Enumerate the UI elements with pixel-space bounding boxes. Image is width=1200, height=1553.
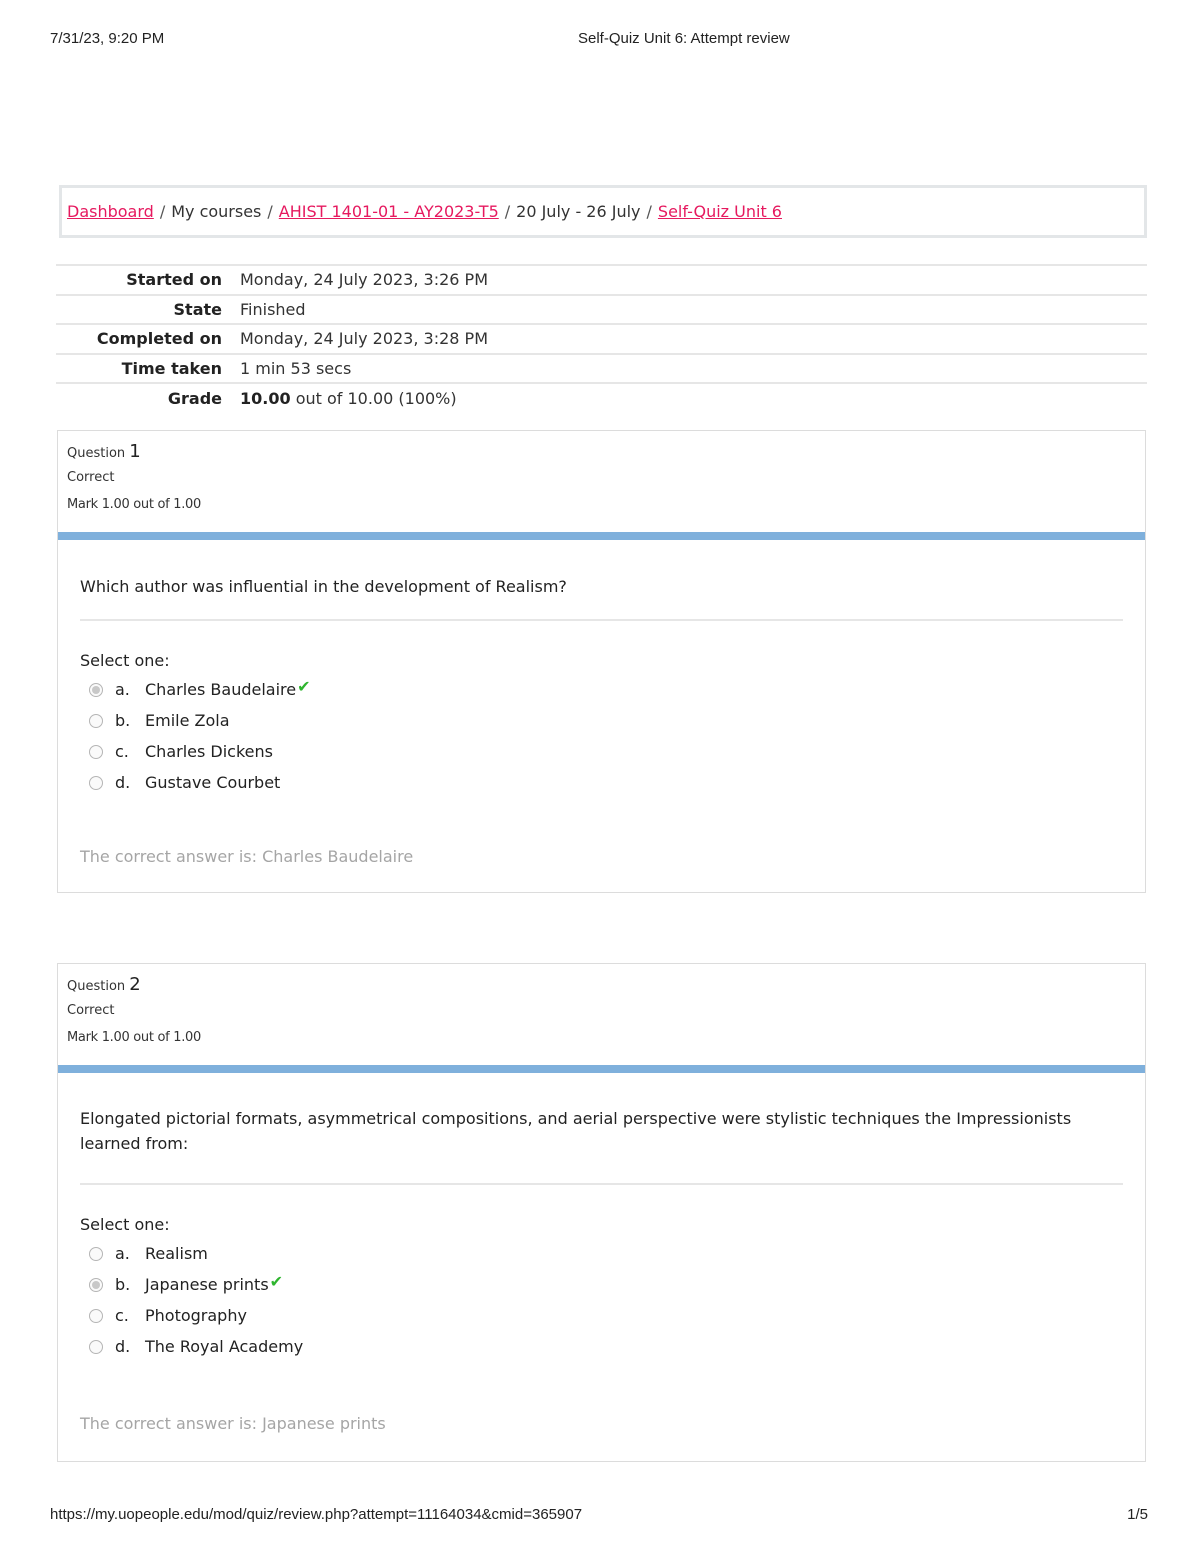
summary-value: Monday, 24 July 2023, 3:26 PM (240, 270, 488, 290)
print-header-title: Self-Quiz Unit 6: Attempt review (578, 30, 790, 47)
print-header-datetime: 7/31/23, 9:20 PM (50, 30, 165, 47)
breadcrumb-separator: / (159, 202, 166, 221)
option-text: Japanese prints (145, 1275, 269, 1294)
option-letter: b. (115, 1275, 131, 1294)
option-text: Gustave Courbet (145, 773, 281, 792)
grade-score: 10.00 (240, 388, 291, 408)
radio-button[interactable] (89, 1247, 103, 1261)
option-letter: c. (115, 742, 129, 761)
question-1 (57, 430, 1146, 893)
question-number (67, 974, 1136, 995)
answer-option[interactable] (80, 705, 1123, 736)
radio-button[interactable] (89, 745, 103, 759)
breadcrumb-separator: / (504, 202, 511, 221)
answer-option[interactable] (80, 1300, 1123, 1331)
breadcrumb-course-link[interactable]: AHIST 1401-01 - AY2023-T5 (278, 202, 499, 221)
question-divider-bar (58, 1065, 1145, 1073)
summary-value: Finished (240, 299, 306, 319)
question-word: Question (67, 446, 126, 461)
option-text: Emile Zola (145, 711, 230, 730)
option-letter: d. (115, 773, 131, 792)
question-info (58, 431, 1145, 532)
radio-button[interactable] (89, 1309, 103, 1323)
summary-value (222, 389, 457, 408)
answer-option[interactable] (80, 1269, 1123, 1300)
option-letter: c. (115, 1306, 129, 1325)
correct-check-icon: ✔ (269, 1272, 284, 1291)
breadcrumb-quiz-link[interactable]: Self-Quiz Unit 6 (657, 202, 782, 221)
breadcrumb-dashboard-link[interactable]: Dashboard (67, 202, 154, 221)
option-letter: b. (115, 711, 131, 730)
option-text: Realism (145, 1244, 208, 1263)
question-info (58, 964, 1145, 1065)
question-state: Correct (67, 1003, 115, 1018)
breadcrumb (59, 185, 1147, 238)
answer-option[interactable] (80, 674, 1123, 705)
answer-option[interactable] (80, 1238, 1123, 1269)
summary-label: State (173, 299, 222, 319)
grade-rest: out of 10.00 (100%) (295, 388, 457, 408)
question-2 (57, 963, 1146, 1462)
question-content (58, 540, 1145, 798)
radio-button[interactable] (89, 714, 103, 728)
option-letter: a. (115, 1244, 130, 1263)
summary-label: Grade (167, 388, 222, 408)
correct-answer-feedback: The correct answer is: Japanese prints (80, 1414, 386, 1433)
print-footer-url: https://my.uopeople.edu/mod/quiz/review.php?attempt=11164034&cmid=365907 (50, 1506, 583, 1523)
summary-row-time-taken (56, 353, 1147, 383)
answer-options (80, 1238, 1123, 1362)
question-word: Question (67, 979, 126, 994)
summary-row-completed (56, 323, 1147, 353)
summary-row-started (56, 264, 1147, 294)
attempt-summary-table (56, 264, 1147, 412)
option-text: The Royal Academy (145, 1337, 304, 1356)
summary-label: Completed on (96, 329, 222, 349)
summary-row-state (56, 294, 1147, 324)
summary-value: Monday, 24 July 2023, 3:28 PM (240, 329, 488, 349)
option-letter: d. (115, 1337, 131, 1356)
question-text: Which author was influential in the development of Realism? (80, 540, 1123, 621)
option-letter: a. (115, 680, 130, 699)
radio-button-selected[interactable] (89, 1278, 103, 1292)
radio-button[interactable] (89, 776, 103, 790)
summary-label: Started on (126, 270, 222, 290)
question-mark: Mark 1.00 out of 1.00 (67, 1030, 201, 1045)
option-text: Charles Baudelaire (145, 680, 297, 699)
select-one-prompt: Select one: (80, 1215, 170, 1234)
summary-label: Time taken (121, 359, 222, 379)
correct-answer-feedback: The correct answer is: Charles Baudelaire (80, 847, 414, 866)
summary-row-grade (56, 382, 1147, 412)
question-number-value: 2 (129, 974, 141, 995)
answer-option[interactable] (80, 1331, 1123, 1362)
question-number-value: 1 (129, 441, 141, 462)
correct-check-icon: ✔ (297, 677, 311, 696)
option-text: Charles Dickens (145, 742, 273, 761)
summary-value: 1 min 53 secs (240, 359, 352, 379)
question-divider-bar (58, 532, 1145, 540)
answer-option[interactable] (80, 736, 1123, 767)
breadcrumb-separator: / (646, 202, 652, 221)
select-one-prompt: Select one: (80, 651, 170, 670)
question-number (67, 441, 1136, 462)
question-text: Elongated pictorial formats, asymmetrical compositions, and aerial perspective were stylistic techniques the Impressionists learned from: (80, 1073, 1123, 1185)
breadcrumb-my-courses: My courses (171, 202, 262, 221)
breadcrumb-week: 20 July - 26 July (516, 202, 641, 221)
radio-button-selected[interactable] (89, 683, 103, 697)
answer-options (80, 674, 1123, 798)
print-footer-page: 1/5 (1127, 1506, 1148, 1523)
option-text: Photography (145, 1306, 247, 1325)
breadcrumb-separator: / (267, 202, 273, 221)
question-mark: Mark 1.00 out of 1.00 (67, 497, 201, 512)
answer-option[interactable] (80, 767, 1123, 798)
question-state: Correct (67, 470, 115, 485)
radio-button[interactable] (89, 1340, 103, 1354)
question-content (58, 1073, 1145, 1362)
